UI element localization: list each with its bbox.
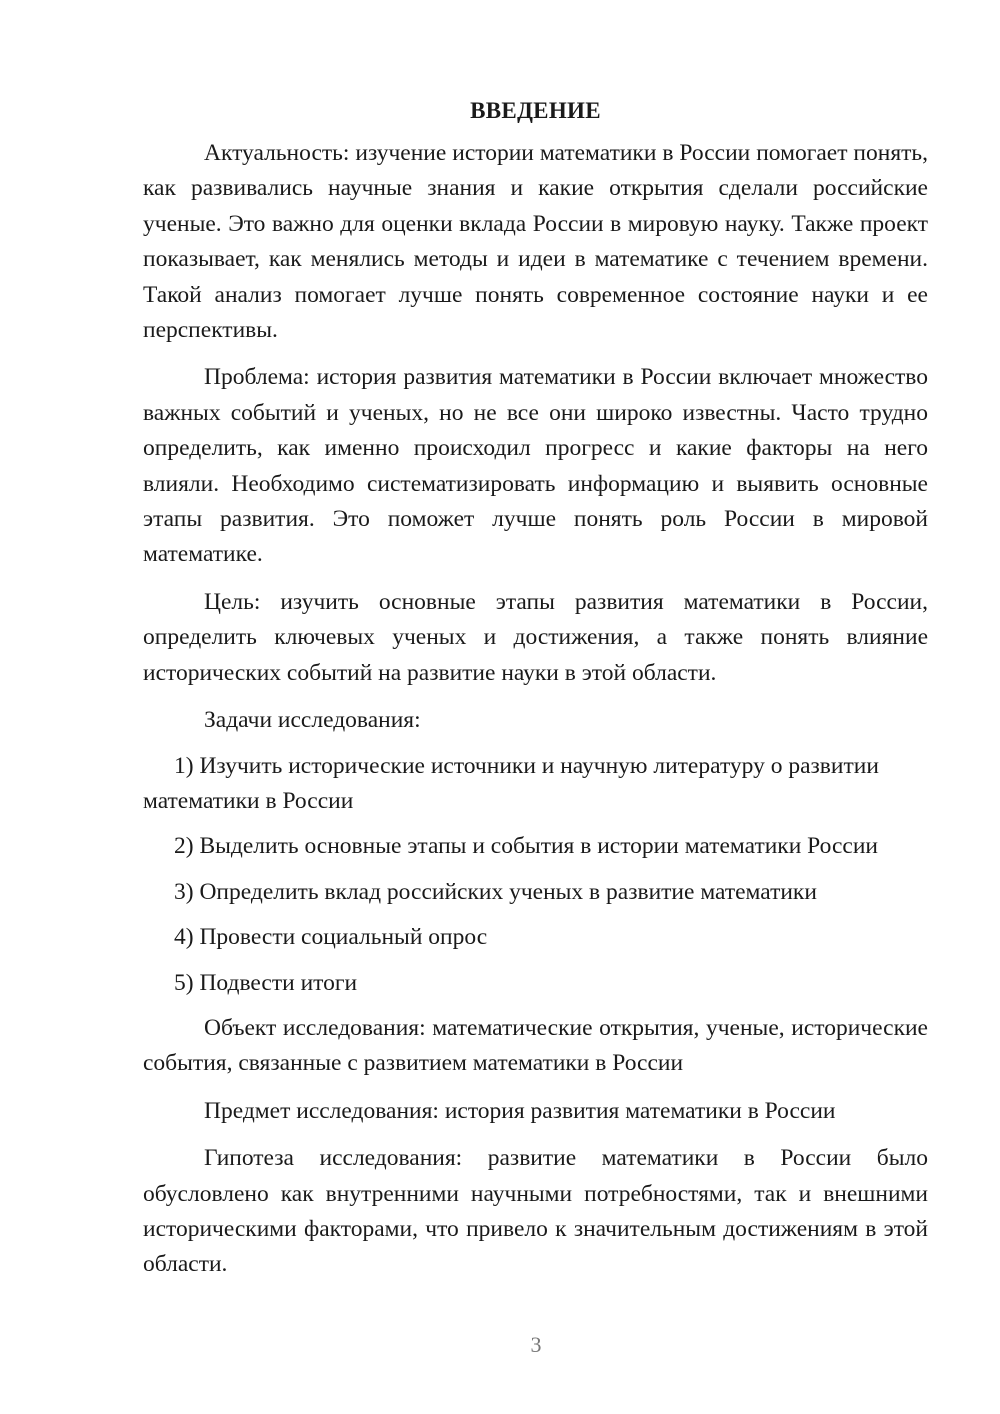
task-item: 2) Выделить основные этапы и события в истории математики России: [174, 833, 879, 860]
subject-paragraph: Предмет исследования: история развития математики в России: [204, 1097, 836, 1124]
page-number: 3: [530, 1332, 542, 1357]
task-item: 1) Изучить исторические источники и научную литературу о развитии математики в России: [143, 752, 879, 814]
section-heading: ВВЕДЕНИЕ: [470, 98, 601, 123]
tasks-list: [143, 749, 928, 1001]
hypothesis-paragraph: Гипотеза исследования: развитие математики в России было обусловлено как внутренними научными потребностями, так и внешними историческими факторами, что привело к значительным достижениям в этой области.: [143, 1145, 928, 1278]
task-item: 5) Подвести итоги: [174, 969, 358, 996]
task-item: 4) Провести социальный опрос: [174, 924, 488, 951]
task-item: 3) Определить вклад российских ученых в развитие математики: [174, 878, 817, 905]
relevance-paragraph: Актуальность: изучение истории математики в России помогает понять, как развивались научные знания и какие открытия сделали российские ученые. Это важно для оценки вклада России в мировую науку. Также проект показывает, как менялись методы и идеи в математике с течением времени. Такой анализ помогает лучше понять современное состояние науки и ее перспективы.: [143, 140, 928, 344]
tasks-title: Задачи исследования:: [204, 707, 421, 734]
document-page: [143, 96, 928, 1295]
object-paragraph: Объект исследования: математические открытия, ученые, исторические события, связанные с развитием математики в России: [143, 1014, 928, 1077]
problem-paragraph: Проблема: история развития математики в России включает множество важных событий и ученых, но не все они широко известны. Часто трудно определить, как именно происходил прогресс и какие факторы на него влияли. Необходимо систематизировать информацию и выявить основные этапы развития. Это поможет лучше понять роль России в мировой математике.: [143, 364, 928, 568]
goal-paragraph: Цель: изучить основные этапы развития математики в России, определить ключевых ученых и достижения, а также понять влияние исторических событий на развитие науки в этой области.: [143, 588, 928, 686]
